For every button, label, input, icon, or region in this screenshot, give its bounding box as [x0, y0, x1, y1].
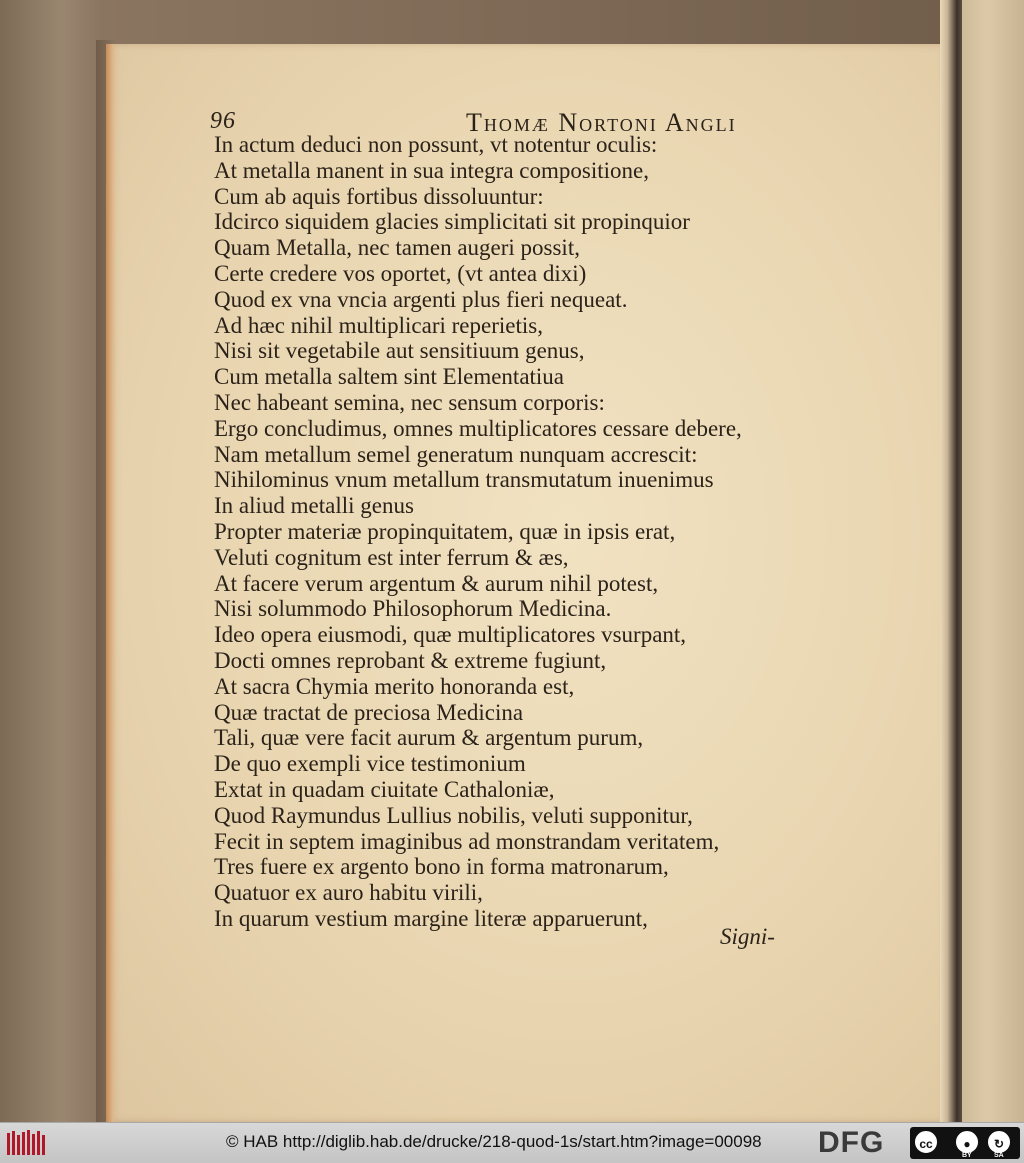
- text-line: At facere verum argentum & aurum nihil potest,: [214, 570, 659, 596]
- text-line: Nisi sit vegetabile aut sensitiuum genus,: [214, 338, 585, 364]
- text-line: Cum metalla saltem sint Elementatiua: [214, 364, 565, 390]
- text-line: Quatuor ex auro habitu virili,: [214, 880, 483, 906]
- page-number: 96: [210, 108, 236, 134]
- share-alike-icon: ↻: [986, 1129, 1012, 1155]
- text-line: In actum deduci non possunt, vt notentur oculis:: [214, 132, 658, 157]
- text-block: [214, 132, 834, 932]
- running-title: Thomæ Nortoni Angli: [466, 108, 737, 137]
- text-line: Nec habeant semina, nec sensum corporis:: [214, 389, 605, 415]
- text-line: Nam metallum semel generatum nunquam accrescit:: [214, 441, 698, 467]
- cc-icon: cc: [913, 1129, 939, 1155]
- text-line: Ergo concludimus, omnes multiplicatores cessare debere,: [214, 415, 742, 441]
- text-line: At metalla manent in sua integra compositione,: [214, 157, 649, 183]
- text-line: Fecit in septem imaginibus ad monstrandam veritatem,: [214, 828, 720, 854]
- text-line: Certe credere vos oportet, (vt antea dixi): [214, 260, 587, 286]
- facing-page: [962, 0, 1024, 1122]
- dfg-logo: DFG: [818, 1126, 885, 1159]
- text-line: Quod Raymundus Lullius nobilis, veluti supponitur,: [214, 802, 693, 828]
- catchword: Signi-: [720, 924, 775, 949]
- binding-gutter: [940, 0, 964, 1122]
- text-line: In aliud metalli genus: [214, 493, 414, 519]
- text-line: Tres fuere ex argento bono in forma matronarum,: [214, 854, 669, 880]
- by-attribution-icon: ●: [954, 1129, 980, 1155]
- text-line: Quam Metalla, nec tamen augeri possit,: [214, 235, 580, 261]
- text-line: Quæ tractat de preciosa Medicina: [214, 699, 524, 725]
- text-line: Quod ex vna vncia argenti plus fieri nequeat.: [214, 286, 628, 312]
- text-line: De quo exempli vice testimonium: [214, 751, 526, 777]
- text-line: Propter materiæ propinquitatem, quæ in ipsis erat,: [214, 518, 676, 544]
- footer-bar: [0, 1122, 1024, 1163]
- text-line: Idcirco siquidem glacies simplicitati sit propinquior: [214, 209, 690, 235]
- copyright-credit: © HAB http://diglib.hab.de/drucke/218-quod-1s/start.htm?image=00098: [226, 1132, 762, 1151]
- text-line: Ad hæc nihil multiplicari reperietis,: [214, 312, 543, 338]
- text-line: Nihilominus vnum metallum transmutatum inuenimus: [214, 467, 714, 493]
- cc-license-badge[interactable]: [910, 1127, 1020, 1159]
- page-edge: [106, 44, 116, 1122]
- text-line: Cum ab aquis fortibus dissoluuntur:: [214, 183, 544, 209]
- text-line: Docti omnes reprobant & extreme fugiunt,: [214, 647, 607, 673]
- sa-label: SA: [994, 1152, 1004, 1159]
- text-line: Nisi solummodo Philosophorum Medicina.: [214, 596, 612, 622]
- text-line: Tali, quæ vere facit aurum & argentum purum,: [214, 725, 644, 751]
- hab-logo-icon: [6, 1129, 50, 1157]
- text-line: Ideo opera eiusmodi, quæ multiplicatores vsurpant,: [214, 622, 687, 648]
- text-line: At sacra Chymia merito honoranda est,: [214, 673, 575, 699]
- text-line: In quarum vestium margine literæ apparuerunt,: [214, 905, 648, 931]
- text-line: Veluti cognitum est inter ferrum & æs,: [214, 544, 569, 570]
- by-label: BY: [962, 1152, 972, 1159]
- text-line: Extat in quadam ciuitate Cathaloniæ,: [214, 776, 555, 802]
